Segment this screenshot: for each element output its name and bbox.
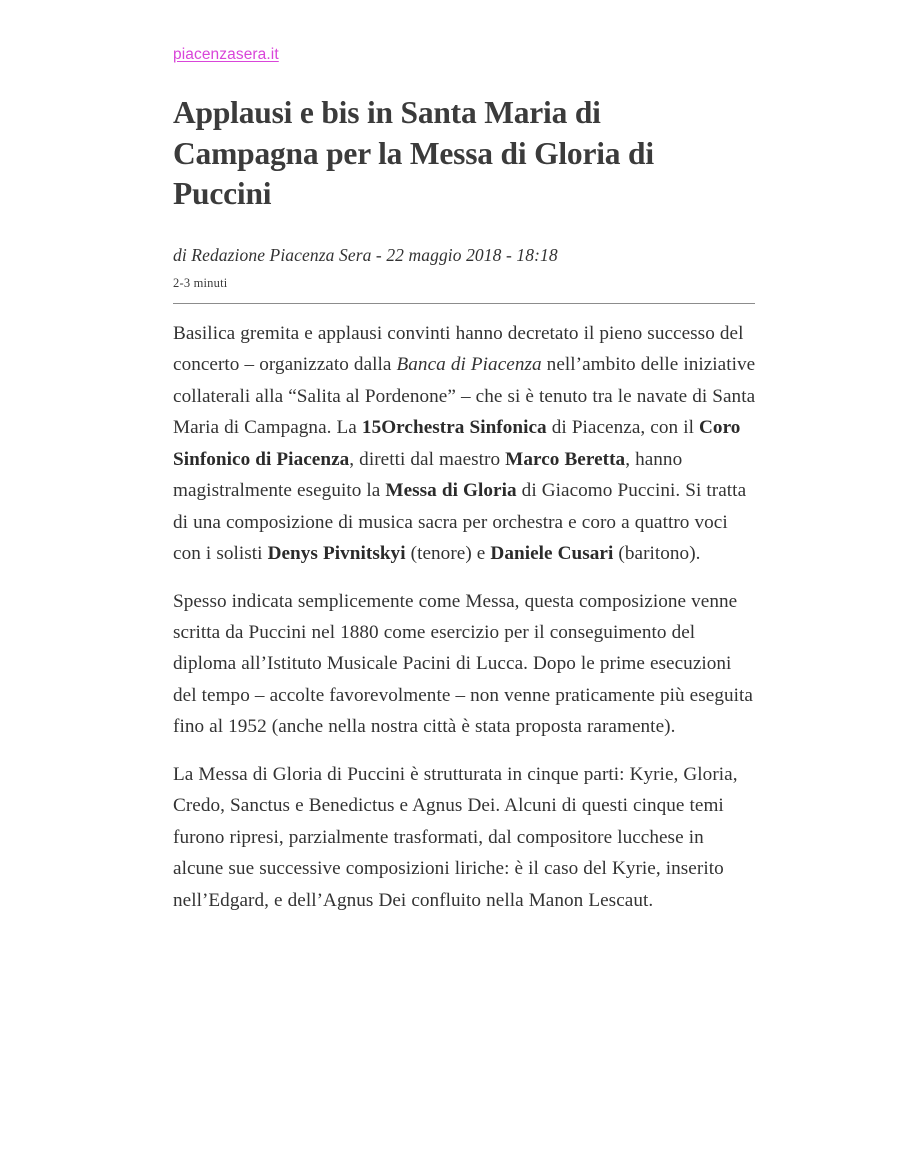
source-site-link[interactable]: piacenzasera.it (173, 46, 279, 63)
text-run: nell’ambito delle iniziative collaterali alla “Salita al Pordenone” – che si è tenuto tra le navate di Santa Maria di Campagna. La (173, 354, 756, 439)
emphasis-italic: Banca di Piacenza (396, 354, 542, 376)
text-run: di Giacomo Puccini. Si tratta di una composizione di musica sacra per orchestra e coro a quattro voci con i solisti (173, 480, 747, 565)
source-link-container (173, 47, 756, 63)
reading-time-label: 2-3 minuti (173, 275, 228, 290)
text-run: , hanno magistralmente eseguito la (173, 448, 683, 502)
text-run: di Piacenza, con il (546, 417, 700, 439)
header-divider (173, 303, 755, 304)
article-container (173, 47, 756, 916)
text-run: , diretti dal maestro (349, 448, 506, 470)
text-run: (baritono). (613, 543, 701, 565)
article-body (173, 318, 756, 917)
text-run: La Messa di Gloria di Puccini è strutturata in cinque parti: Kyrie, Gloria, Credo, Sanctus e Benedictus e Agnus Dei. Alcuni di questi cinque temi furono ripresi, parzialmente trasformati, dal compositore lucchese in alcune sue successive composizioni liriche: è il caso del Kyrie, inserito nell’Edgard, e dell’Agnus Dei confluito nella Manon Lescaut. (173, 763, 738, 911)
emphasis-bold: Denys Pivnitskyi (267, 543, 406, 565)
text-run: Basilica gremita e applausi convinti hanno decretato il pieno successo del concerto – organizzato dalla (173, 322, 744, 376)
emphasis-bold: Marco Beretta (505, 448, 626, 470)
emphasis-bold: 15Orchestra Sinfonica (361, 417, 547, 439)
article-paragraph (173, 318, 756, 570)
emphasis-bold: Coro Sinfonico di Piacenza (173, 417, 741, 470)
page-title: Applausi e bis in Santa Maria di Campagna per la Messa di Gloria di Puccini (173, 95, 654, 212)
text-run: Spesso indicata semplicemente come Messa, questa composizione venne scritta da Puccini nel 1880 come esercizio per il conseguimento del diploma all’Istituto Musicale Pacini di Lucca. Dopo le prime esecuzioni del tempo – accolte favorevolmente – non venne praticamente più eseguita fino al 1952 (anche nella nostra città è stata proposta raramente). (173, 590, 753, 738)
text-run: (tenore) e (405, 543, 491, 565)
emphasis-bold: Messa di Gloria (385, 480, 517, 502)
article-paragraph (173, 759, 756, 916)
article-byline: di Redazione Piacenza Sera - 22 maggio 2018 - 18:18 (173, 244, 558, 265)
emphasis-bold: Daniele Cusari (490, 543, 614, 565)
article-paragraph (173, 586, 756, 743)
